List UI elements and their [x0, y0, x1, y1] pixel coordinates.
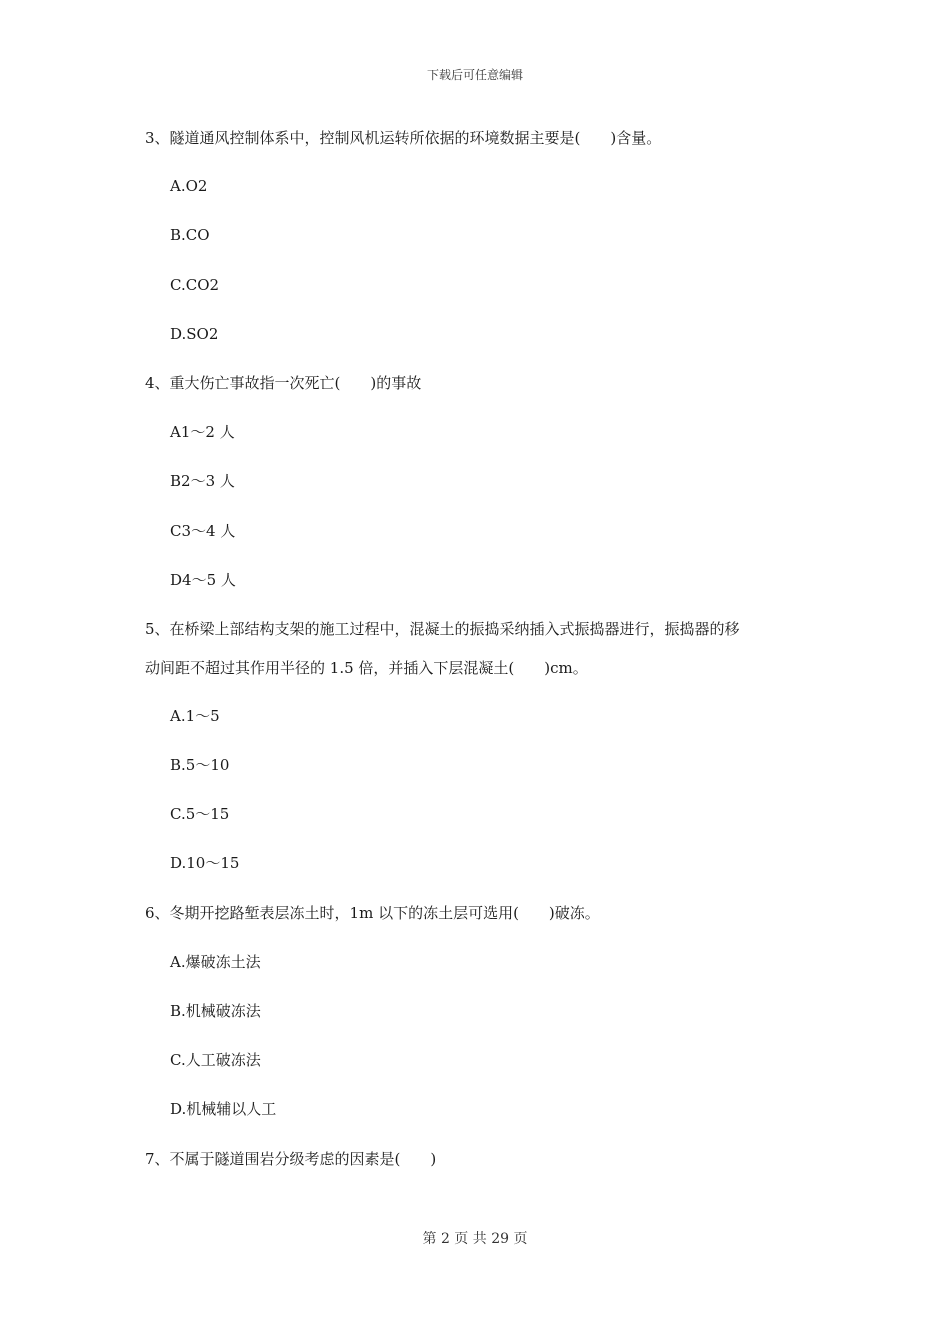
question-6-option-d: D.机械辅以人工 — [170, 1100, 277, 1118]
question-3-stem: 3、隧道通风控制体系中，控制风机运转所依据的环境数据主要是( )含量。 — [145, 129, 662, 147]
question-3-option-a: A.O2 — [170, 177, 208, 195]
question-5-option-b: B.5～10 — [170, 756, 230, 774]
question-3-option-b: B.CO — [170, 226, 210, 244]
question-4-option-b: B2～3 人 — [170, 472, 235, 490]
question-6-option-a: A.爆破冻土法 — [170, 953, 261, 971]
question-4-option-c: C3～4 人 — [170, 522, 236, 540]
question-4-stem: 4、重大伤亡事故指一次死亡( )的事故 — [145, 374, 422, 392]
page-header: 下载后可任意编辑 — [426, 68, 523, 82]
question-6-option-c: C.人工破冻法 — [170, 1051, 261, 1069]
question-7-stem: 7、不属于隧道围岩分级考虑的因素是( ) — [145, 1150, 437, 1168]
question-4-option-d: D4～5 人 — [170, 571, 236, 589]
question-3-option-c: C.CO2 — [170, 276, 220, 294]
question-5-option-d: D.10～15 — [170, 854, 240, 872]
question-6-stem: 6、冬期开挖路堑表层冻土时，1m 以下的冻土层可选用( )破冻。 — [145, 904, 600, 922]
question-4-option-a: A1～2 人 — [170, 423, 235, 441]
question-5-stem-line-1: 5、在桥梁上部结构支架的施工过程中，混凝土的振捣采纳插入式振捣器进行，振捣器的移 — [145, 620, 740, 638]
question-5-option-a: A.1～5 — [170, 707, 220, 725]
question-3-option-d: D.SO2 — [170, 325, 219, 343]
question-6-option-b: B.机械破冻法 — [170, 1002, 261, 1020]
page-footer: 第 2 页 共 29 页 — [422, 1231, 528, 1247]
question-5-stem-line-2: 动间距不超过其作用半径的 1.5 倍，并插入下层混凝土( )cm。 — [145, 659, 588, 677]
question-5-option-c: C.5～15 — [170, 805, 230, 823]
